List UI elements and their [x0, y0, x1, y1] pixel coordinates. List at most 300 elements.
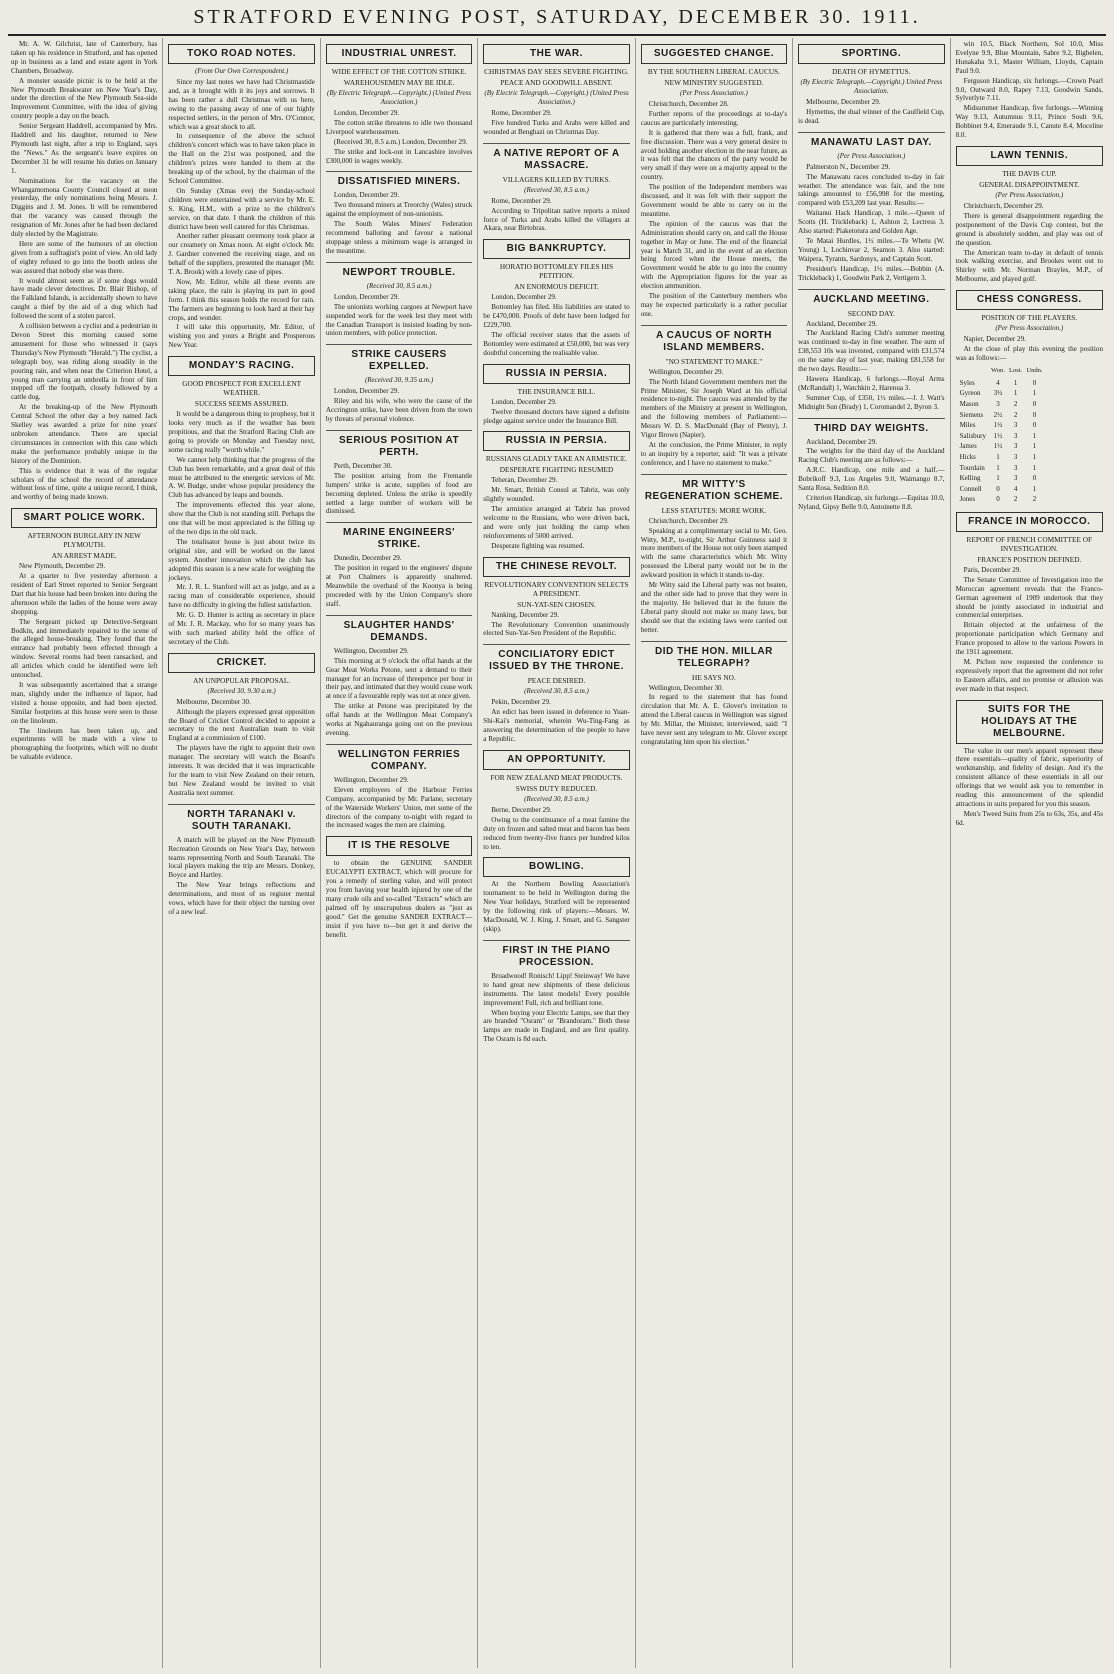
article-paragraph: (Received 30, 8.5 a.m.) London, December 29. — [333, 137, 468, 146]
table-header-cell — [958, 366, 988, 377]
table-cell: 1 — [996, 474, 1000, 483]
article-paragraph: A match will be played on the New Plymouth Recreation Grounds on New Year's Day, between teams representing North and South Taranaki. The local players making the trip are Messrs. Donkey, Boyce and Hartley. — [168, 835, 315, 880]
table-cell: 2 — [1032, 495, 1037, 504]
article-dateline: (Received 30, 9.30 a.m.) — [207, 686, 276, 695]
article — [956, 290, 1103, 506]
table-row — [958, 421, 1044, 430]
article-paragraph: Desperate fighting was resumed. — [491, 541, 585, 550]
article-paragraph: London, December 29. — [491, 397, 557, 406]
article-subheading: REVOLUTIONARY CONVENTION SELECTS A PRESIDENT. — [484, 579, 629, 598]
article-dateline: (Received 30, 9.35 a.m.) — [364, 376, 434, 385]
table-cell: 3 — [1013, 474, 1018, 483]
article — [326, 171, 472, 255]
table-cell: 0 — [1032, 399, 1037, 408]
article — [326, 44, 472, 165]
article-subheading: DEATH OF HYMETTUS. — [832, 67, 911, 76]
article-paragraph: The New Year brings reflections and determinations, and most of us register mental vows, which have for their object the turning over of a new leaf. — [168, 881, 315, 916]
table-row — [958, 464, 1044, 473]
article — [798, 44, 944, 126]
article-headline: AN OPPORTUNITY. — [483, 750, 629, 770]
article-subheading: WAREHOUSEMEN MAY BE IDLE. — [343, 78, 455, 87]
article-paragraph: Perth, December 30. — [333, 461, 393, 470]
table-cell: Gyreon — [959, 389, 981, 398]
table-header-cell: Won. — [991, 366, 1005, 374]
article-paragraph: A collision between a cyclist and a pedestrian in Devon Street this morning caused some amusement for those who witnessed it (says Thursday's New Plymouth "Herald.") The cyclist, a telegraph boy, was riding along steadily in the pouring rain, and when near the Criterion Hotel, a young man carrying an umbrella in front of him stepped off the footpath, closely followed by a cattle dog. — [11, 322, 158, 402]
article — [641, 641, 787, 747]
article — [483, 44, 629, 137]
table-row — [958, 485, 1044, 494]
article-paragraph: The American team to-day in default of tennis took walking exercise, and Brookes went out to Shirley with Mr. Norman Brayles, M.P., of Melbourne, and played golf. — [955, 248, 1103, 284]
article-headline: MONDAY'S RACING. — [168, 356, 314, 376]
article-headline: NEWPORT TROUBLE. — [326, 262, 472, 279]
article — [956, 512, 1103, 694]
article-paragraph: London, December 29. — [333, 292, 400, 301]
article-paragraph: Mr. A. W. Gilchrist, late of Canterbury, has taken up his residence in Stratford, and has opened up in business as a land and estate agent in York Chambers, Broadway. — [11, 40, 158, 75]
article-dateline: (Per Press Association.) — [995, 324, 1064, 333]
article-paragraph: There is general disappointment regarding the postponement of the Davis Cup contest, but the ground is absolutely sodden, and play was out of the question. — [955, 211, 1103, 247]
article-paragraph: to obtain the GENUINE SANDER EUCALYPTI EXTRACT, which will procure for you a remedy of sterling value, and will protect you from having your health injured by one of the many crude oils and so-called "Extracts" which are palmed off by unscrupulous dealers as "just as good." Get the genuine SANDER EXTRACT—insist if you have to—but get it and derive the benefit. — [325, 859, 473, 939]
article-subheading: AN ENORMOUS DEFICIT. — [514, 282, 599, 292]
article-paragraph: Melbourne, December 29. — [806, 98, 881, 106]
table-row — [958, 432, 1044, 441]
article-paragraph: At the close of play this evening the position was as follows:— — [955, 345, 1103, 362]
article — [326, 522, 472, 608]
table-cell: Syles — [959, 378, 975, 387]
table-row — [958, 442, 1044, 451]
table-cell: 3 — [996, 399, 1000, 408]
article — [326, 836, 472, 939]
article-paragraph: Here are some of the humours of an election given from a suffragist's point of view. An old lady of eighty refused to go into the booth unless she was assured that nobody else was there. — [11, 239, 158, 275]
article-paragraph: London, December 29. — [333, 109, 400, 117]
article-subheading: PEACE AND GOODWILL ABSENT. — [500, 78, 613, 87]
table-cell: Salisbury — [959, 431, 987, 440]
table-cell: 1½ — [993, 442, 1003, 451]
article-subheading: PEACE DESIRED. — [527, 676, 586, 686]
article-paragraph: Criterion Handicap, six furlongs.—Equitas 10.0, Nyland, Gipsy Belle 9.0, Antoinette 8.8. — [798, 494, 945, 511]
article-paragraph: Melbourne, December 30. — [176, 697, 251, 706]
article-headline: SERIOUS POSITION AT PERTH. — [326, 430, 472, 459]
table-cell: 3 — [1013, 442, 1018, 451]
article — [483, 940, 629, 1044]
article-paragraph: Bottomley has filed. His liabilities are stated to be £470,000. Proofs of debt have been lodged for £229,700. — [483, 303, 630, 330]
article-paragraph: Rome, December 29. — [491, 196, 552, 205]
article-headline: SMART POLICE WORK. — [11, 508, 157, 528]
table-cell: 0 — [996, 484, 1000, 493]
table-cell: Connell — [959, 484, 982, 493]
article — [326, 262, 472, 339]
article-paragraph: The position arising from the Fremantle lumpers' strike is acute, supplies of food are becoming depleted. Unless the strike is speedily settled a large number of workers will be dismissed. — [325, 471, 473, 516]
article-subheading: SUCCESS SEEMS ASSURED. — [194, 399, 289, 409]
article-paragraph: The South Wales Miners' Federation recommend balloting and favour a national stoppage unless a minimum wage is arranged in the meantime. — [325, 220, 473, 255]
article-paragraph: Mr. G. D. Hunter is acting as secretary in place of Mr. J. R. Mackay, who for so many years has with such marked ability held the office of secretary of the Club. — [168, 611, 315, 646]
article-paragraph: We cannot help thinking that the progress of the Club has been remarkable, and a great deal of this must be attributed to the energetic services of Mr. A. W. Budge, under whose popular presidency the Club has advanced by leaps and bounds. — [168, 455, 315, 500]
column-1 — [6, 38, 163, 1668]
article-paragraph: On Sunday (Xmas eve) the Sunday-school children were entertained with a service by Mr. E. S. King, H.M., with a prize to the children's service, on that date. I thank the children of this district have been well catered for this Christmas. — [168, 186, 315, 231]
table-cell: 1 — [1013, 378, 1018, 387]
article-paragraph: The opinion of the caucus was that the Administration should carry on, and call the House together in May or June. The end of the financial year is March 31, and in the event of an election being forced when the House meets, the Government would be able to go into the country with the Appropriation figures for the year as election ammunition. — [640, 219, 788, 291]
article — [956, 700, 1103, 828]
article-headline: SPORTING. — [798, 44, 944, 64]
article-paragraph: The value in our men's apparel represent these three essentials—quality of fabric, superiority of workmanship, and fidelity of design. And it's the consistent alliance of these essentials in all our offerings that we would ask you to remember in reading this announcement of the splendid attractions in suits prepared for you this season. — [955, 746, 1103, 808]
article-subheading: THE INSURANCE BILL. — [517, 386, 596, 396]
article-paragraph: The players have the right to appoint their own manager. The secretary will watch the Board's interests. It was decided that it was impracticable for the team to visit New Zealand on their return, but New Zealand would be invited to visit Australia next summer. — [168, 744, 315, 797]
table-cell: 2 — [1013, 399, 1018, 408]
article-headline: INDUSTRIAL UNREST. — [326, 44, 472, 64]
table-cell: 1½ — [993, 421, 1003, 430]
column-3 — [321, 38, 478, 1668]
article-paragraph: Owing to the continuance of a meat famine the duty on frozen and salted meat and bacon has been reduced from twenty-five francs per hundred kilos to ten. — [483, 815, 630, 851]
article-paragraph: Two thousand miners at Treorchy (Wales) struck against the employment of non-unionists. — [325, 201, 473, 219]
article-paragraph: It is gathered that there was a full, frank, and free discussion. There was a very general desire to avoid holding another election in the near future, as it was felt that the chances of the party would be very small if they were on a majority appeal to the country. — [640, 128, 788, 182]
article-subheading: "NO STATEMENT TO MAKE." — [665, 356, 763, 366]
article-paragraph: Hymettus, the dual winner of the Caulfield Cup, is dead. — [798, 107, 945, 125]
article — [168, 804, 314, 917]
article-paragraph: Another rather pleasant ceremony took place at our creamery on Xmas noon. At eight o'clock Mr. J. Gardner convened the receiving stage, and on behalf of the suppliers, presented the manager (Mr. T. A. Brook) with a lovely case of pipes. — [168, 232, 315, 277]
article-paragraph: This morning at 9 o'clock the offal hands at the Gear Meat Works Petone, sent a demand to their manager for an increase of threepence per hour in their pay, and intimated that they would cease work at once if a favourable reply was not at once given. — [325, 656, 473, 701]
article — [326, 430, 472, 516]
article-headline: MARINE ENGINEERS' STRIKE. — [326, 522, 472, 551]
article-dateline: (Per Press Association.) — [995, 190, 1064, 199]
article — [483, 857, 629, 933]
article-paragraph: win 10.5, Black Northern, Sol 10.0, Miss Evelyne 9.9, Blue Mountain, Sabre 9.2, Bigbelen, Hunakaha 9.1, Master William, Lloyds, Captain Paul 9.0. — [955, 40, 1103, 75]
table-cell: 4 — [1013, 484, 1018, 493]
article-headline: BIG BANKRUPTCY. — [483, 239, 629, 259]
article-paragraph: Napier, December 29. — [963, 335, 1026, 344]
article — [483, 143, 629, 234]
article-headline: WELLINGTON FERRIES COMPANY. — [326, 744, 472, 773]
article-paragraph: Te Matai Hurdles, 1½ miles.—Te Whetu (W. Young) 1, Lochinvar 2, Seamon 3. Also started: Waipera, Tyrants, Sardonyx, and Captain Scott. — [798, 236, 945, 263]
article-paragraph: Christchurch, December 29. — [963, 201, 1044, 210]
article-headline: THE CHINESE REVOLT. — [483, 557, 629, 577]
article — [641, 474, 787, 635]
article-paragraph: It was subsequently ascertained that a strange man, slightly under the influence of liquor, had visited a house opposite, and had been ejected. Similar footprints at this house were seen to those on the linoleum. — [11, 681, 158, 725]
article — [483, 644, 629, 744]
article-paragraph: At a quarter to five yesterday afternoon a resident of Earl Street reported to Senior Sergeant Dart that his house had been broken into during the afternoon while the ladies of the house were away shopping. — [11, 572, 158, 616]
article-subheading: CHRISTMAS DAY SEES SEVERE FIGHTING. — [484, 67, 629, 76]
article-paragraph: Speaking at a complimentary social to Mr. Geo. Witty, M.P., to-night, Sir Arthur Guinness said it more members of the House not only been stamped with the same characteristics which Mr. Witty possessed the Liberal party would not be in the awkward position in which it stands to-day. — [640, 526, 788, 580]
article-paragraph: A.R.C. Handicap, one mile and a half.—Bobrikoff 9.3, Los Angeles 9.0, Waimango 8.7, Santa Rosa, Sedition 8.0. — [798, 466, 945, 493]
article-dateline: (By Electric Telegraph.—Copyright.) (United Press Association.) — [326, 89, 472, 106]
article-paragraph: I will take this opportunity, Mr. Editor, of wishing you and yours a Bright and Prosperous New Year. — [168, 323, 315, 350]
article-paragraph: Broadwood! Ronisch! Lipp! Steinway! We have to hand great new shipments of these delicious instruments. The latest models! Every possible improvement! Full, rich and brilliant tone. — [483, 971, 630, 1007]
article-subheading: SWISS DUTY REDUCED. — [515, 783, 598, 793]
article-paragraph: The Sergeant picked up Detective-Sergeant Bodkin, and immediately repaired to the scene of the alleged house-breaking. They found that the entrance had probably been effected through a window. Several rooms had been ransacked, and all articles which could be identified were left untouched. — [11, 617, 158, 680]
table-cell: 1 — [996, 463, 1000, 472]
table-cell: James — [959, 442, 977, 451]
article-paragraph: The strike and lock-out in Lancashire involves £300,000 in wages weekly. — [325, 147, 473, 165]
table-cell: 3½ — [993, 389, 1003, 398]
article-paragraph: Christchurch, December 29. — [648, 516, 729, 525]
table-row — [958, 495, 1044, 504]
article — [641, 325, 787, 468]
article-headline: STRIKE CAUSERS EXPELLED. — [326, 344, 472, 373]
article-dateline: (Received 30, 8.5 a.m.) — [524, 794, 589, 803]
article — [956, 146, 1103, 284]
table-cell: 4 — [996, 378, 1000, 387]
table-row — [958, 379, 1044, 388]
table-cell: 1 — [996, 452, 1000, 461]
article-paragraph: Midsummer Handicap, five furlongs.—Winning Way 9.13, Autumnus 9.11, Prince Soult 9.6, Bobbinet 9.4, Emeraude 9.1, Canute 8.4, Moceline 8.0. — [955, 104, 1103, 140]
article — [326, 344, 472, 424]
article-headline: CONCILIATORY EDICT ISSUED BY THE THRONE. — [483, 644, 629, 673]
table-cell: Mason — [959, 399, 979, 408]
article-subheading: AN ARREST MADE. — [51, 551, 117, 561]
table-cell: 3 — [1013, 452, 1018, 461]
article — [168, 44, 314, 350]
article-paragraph: The Manawatu races concluded to-day in fair weather. The attendance was fair, and the tote takings amounted to £56,998 for the meeting, compared with £53,209 last year. Results:— — [798, 172, 945, 208]
article-paragraph: Nominations for the vacancy on the Whangamomona County Council closed at noon yesterday, the only nominations being Messrs. J. Diggins and J. M. Jones. It will be remembered that the vacancy was caused through the resignation of Mr. Jones after he had been declared duly elected by the Magistrate. — [11, 176, 158, 239]
article — [798, 132, 944, 283]
article-subheading: GOOD PROSPECT FOR EXCELLENT WEATHER. — [182, 379, 302, 398]
article-paragraph: This is evidence that it was of the regular scholars of the school the record of attendance without loss of time, quite a unique record, I think, and worthy of being made known. — [11, 466, 158, 502]
article-paragraph: Twelve thousand doctors have signed a definite pledge against service under the Insurance Bill. — [483, 407, 630, 425]
article-paragraph: Britain objected at the unfairness of the proportionate participation which Germany and France proposed to allow to the various Powers in the 1911 agreement. — [955, 621, 1103, 657]
article-headline: THE WAR. — [483, 44, 629, 64]
article-paragraph: At the conclusion, the Prime Minister, in reply to an inquiry by a reporter, said: "It was a private conference, and I have no statement to make." — [640, 441, 788, 467]
article-paragraph: Teheran, December 29. — [491, 476, 558, 485]
article-paragraph: Rome, December 29. — [491, 109, 552, 117]
article-paragraph: Five hundred Turks and Arabs were killed and wounded at Benghazi on Christmas Day. — [483, 118, 630, 136]
article-paragraph: The totalisator house is just about twice its original size, and will be worked on the latest system. Another innovation which the club has adopted this season is a new scale for weighing the jockeys. — [168, 537, 315, 582]
article-paragraph: At the Northern Bowling Association's tournament to be held in Wellington during the New Year holidays, Stratford will be represented by the following rink of players:—Messrs. W. MacDonald, W. J. King, J. Smart, and G. Sangster (skip). — [483, 880, 630, 933]
article-paragraph: Mr Witty said the Liberal party was not beaten, and the other side had to prove that they were in the majority. He believed that in the future the Liberal party should not make so many laws, but should see that the existing laws were carried out better. — [640, 581, 788, 634]
article-paragraph: When buying your Electric Lamps, see that they are branded "Osram" or "Brandoram." Both these lamps are made in England, and are first quality. The Osram is 8d each. — [483, 1008, 630, 1044]
table-cell: Hicks — [959, 452, 976, 461]
article-subheading: RUSSIANS GLADLY TAKE AN ARMISTICE. — [485, 454, 628, 464]
article-paragraph: Hawera Handicap, 6 furlongs.—Royal Arms (McRandall) 1, Watchkin 2, Harenua 3. — [798, 374, 945, 392]
article — [483, 431, 629, 550]
article-headline: IT IS THE RESOLVE — [326, 836, 472, 856]
article-paragraph: The position in regard to the engineers' dispute at Port Chalmers is apparently unaltered. Meanwhile the overhaul of the Koonya is being proceeded with by the Union Company's shore staff. — [325, 564, 473, 608]
table-cell: 0 — [1032, 474, 1037, 483]
article-paragraph: Palmerston N., December 29. — [806, 162, 891, 171]
article-paragraph: The North Island Government members met the Prime Minister, Sir Joseph Ward at his official residence to-night. The caucus was attended by the members of the Ministry at present in Wellington, and the following members of Parliament:—Messrs W. D. S. MacDonald (Bay of Plenty), J. Vigor Brown (Napier). — [640, 377, 788, 440]
article-paragraph: Berne, December 29. — [491, 805, 552, 814]
article-subheading: THE DAVIS CUP. — [1002, 168, 1057, 178]
article-paragraph: Pekin, December 29. — [491, 698, 551, 707]
article — [483, 239, 629, 357]
article-paragraph: London, December 29. — [333, 191, 400, 200]
article-dateline: (Per Press Association.) — [837, 151, 906, 160]
table-cell: 0 — [1032, 421, 1037, 430]
article-paragraph: The strike at Petone was precipitated by the offal hands at the Wellington Meat Company's works at Ngahauranga going out on the previous evening. — [325, 702, 473, 737]
column-7 — [951, 38, 1108, 1668]
article — [483, 750, 629, 852]
article-paragraph: Wellington, December 29. — [333, 775, 409, 784]
article-paragraph: Waitanui Hack Handicap, 1 mile.—Queen of Scotts (H. Trickleback) 1, Ashton 2, Lectress 3. Also started: Piaketotura and Golden Age. — [798, 209, 945, 236]
article-paragraph: Since my last notes we have had Christmastide and, as it brought with it its joys and sorrows. It has been rather a dull Christmas with us here, owing to the passing away of one of our highly respected settlers, in the person of Mrs. O'Connor, which was a great shock to all. — [168, 78, 315, 131]
article-dateline: (Received 30, 8.5 a.m.) — [524, 185, 589, 194]
article-headline: TOKO ROAD NOTES. — [168, 44, 314, 64]
table-row — [958, 411, 1044, 420]
table-cell: 2 — [1013, 410, 1018, 419]
article-subheading: AN UNPOPULAR PROPOSAL. — [193, 675, 291, 685]
article-paragraph: In consequence of the above the school children's concert which was to have taken place in the Hall on the 21st was postponed, and the children's prizes were handed to them at the breaking up of the school, by the chairman of the School Committee. — [168, 132, 315, 185]
article-paragraph: An edict has been issued in deference to Yuan-Shi-Kai's memorial, wherein Wu-Ting-Fang as answering the determination of the people to have a Republic. — [483, 708, 630, 743]
table-cell: 1 — [1013, 389, 1018, 398]
table-cell: 0 — [1032, 378, 1037, 387]
table-cell: 1 — [1032, 431, 1037, 440]
table-cell: 1½ — [993, 431, 1003, 440]
article-headline: MANAWATU LAST DAY. — [798, 132, 944, 149]
article-dateline: (Received 30, 8.5 a.m.) — [366, 281, 432, 290]
article-paragraph: Men's Tweed Suits from 25s to 63s, 35s, and 45s 6d. — [955, 809, 1103, 827]
table-row — [958, 474, 1044, 483]
article-paragraph: Wellington, December 29. — [333, 646, 409, 655]
article-paragraph: Wellington, December 29. — [648, 367, 724, 376]
article-paragraph: Although the players expressed great opposition the Board of Cricket Control decided to appoint a secretary to the next Australian team to visit England at a commission of £100. — [168, 707, 315, 743]
table-cell: Miles — [959, 421, 976, 430]
article-headline: BOWLING. — [483, 857, 629, 877]
table-cell: 1 — [1032, 389, 1037, 398]
article-paragraph: The weights for the third day of the Auckland Racing Club's meeting are as follows:— — [798, 447, 945, 465]
article — [483, 557, 629, 639]
article — [11, 40, 157, 502]
article-paragraph: Now, Mr. Editor, while all these events are taking place, the rain is playing its part in good form. I think this season holds the record for rain. The farmers are beginning to look hard at their hay crops, and wonder. — [168, 277, 315, 322]
article-paragraph: The cotton strike threatens to idle two thousand Liverpool warehousemen. — [325, 118, 473, 136]
table-cell: Kelling — [959, 474, 981, 483]
table-cell: 2 — [1013, 495, 1018, 504]
article-headline: MR WITTY'S REGENERATION SCHEME. — [641, 474, 787, 503]
article-paragraph: London, December 29. — [333, 387, 400, 396]
article-subheading: GENERAL DISAPPOINTMENT. — [979, 179, 1080, 189]
article-paragraph: Paris, December 29. — [963, 565, 1022, 574]
article-paragraph: Senior Sergeant Haddrell, accompanied by Mrs. Haddrell and his daughter, returned to New Plymouth last night, after a trip to England, says the "News." As the sergeant's leave expires on December 31 he will resume his duties on January 1. — [11, 122, 158, 175]
table-cell: 1 — [1032, 484, 1037, 493]
table-header-cell: Undn. — [1026, 366, 1043, 374]
article-paragraph: The Auckland Racing Club's summer meeting was continued to-day in fine weather. The sum of £38,553 10s was invested, compared with £31,574 on the same day of last year, making £81,558 for the two days. Results:— — [798, 329, 945, 374]
article-paragraph: New Plymouth, December 29. — [19, 562, 106, 571]
article-subheading: LESS STATUTES: MORE WORK. — [661, 505, 767, 515]
article-subheading: HE SAYS NO. — [692, 672, 736, 682]
article-paragraph: The position of the Independent members was discussed, and it was felt with their support the Government would be able to carry on in the meantime. — [640, 183, 788, 218]
article-headline: FIRST IN THE PIANO PROCESSION. — [483, 940, 629, 969]
article-dateline: (Received 30, 8.5 a.m.) — [524, 687, 589, 696]
article-subheading: VILLAGERS KILLED BY TURKS. — [502, 174, 611, 184]
article-paragraph: Dunedin, December 29. — [333, 554, 402, 563]
table-row — [958, 400, 1044, 409]
article — [956, 40, 1103, 140]
article-subheading: FRANCE'S POSITION DEFINED. — [977, 554, 1082, 564]
article-headline: AUCKLAND MEETING. — [798, 289, 944, 306]
article-paragraph: The Revolutionary Convention unanimously elected Sun-Yat-Sen President of the Republic. — [483, 620, 630, 638]
article — [641, 44, 787, 319]
article-subheading: BY THE SOUTHERN LIBERAL CAUCUS. — [647, 67, 780, 76]
table-row — [958, 389, 1044, 398]
article — [168, 356, 314, 647]
table-cell: 1 — [1032, 442, 1037, 451]
table-cell: Jones — [959, 495, 976, 504]
article-paragraph: Wellington, December 30. — [648, 683, 724, 692]
article-headline: FRANCE IN MOROCCO. — [956, 512, 1103, 532]
table-cell: 0 — [996, 495, 1000, 504]
article-subheading: SECOND DAY. — [847, 308, 895, 318]
article-paragraph: Further reports of the proceedings at to-day's caucus are particularly interesting. — [640, 109, 788, 127]
article-dateline: (From Our Own Correspondent.) — [195, 67, 289, 75]
article-subheading: WIDE EFFECT OF THE COTTON STRIKE. — [331, 67, 467, 76]
article — [798, 289, 944, 412]
article-paragraph: Christchurch, December 28. — [648, 100, 729, 108]
table-cell: 3 — [1013, 463, 1018, 472]
article-paragraph: It would almost seem as if some dogs would have made clever detectives. Dr. Blair Bishop, of the Falkland Islands, is accidentally shown to have caught a thief by the aid of a dog which had followed the scent of a stolen parcel. — [11, 276, 158, 321]
article-subheading: REPORT OF FRENCH COMMITTEE OF INVESTIGATION. — [966, 534, 1093, 553]
article-paragraph: Auckland, December 29. — [806, 319, 878, 328]
article-subheading: DESPERATE FIGHTING RESUMED — [499, 465, 614, 475]
column-4 — [478, 38, 635, 1668]
article-paragraph: Ferguson Handicap, six furlongs.—Crown Pearl 9.0, Outward 8.0, Rapey 7.13, Goodwin Sands, Sylverlyte 7.11. — [955, 76, 1103, 103]
article-headline: CRICKET. — [168, 653, 314, 673]
article-paragraph: Mr. J. R. L. Stanford will act as judge, and as a racing man of considerable experience, should have no difficulty in giving the fullest satisfaction. — [168, 583, 315, 610]
article-paragraph: It would be a dangerous thing to prophesy, but it looks very much as if the weather has been propitious, and that the Stratford Racing Club are going to provide on Monday and Tuesday next, some racing really "worth while." — [168, 410, 315, 454]
table-cell: 2½ — [993, 410, 1003, 419]
article-paragraph: Eleven employees of the Harbour Ferries Company, accompanied by Mr. Parlane, secretary of the Waterside Workers' Union, met some of the directors of the company to-night with regard to the increased wages the men are claiming. — [325, 785, 473, 830]
table-header-cell: Lost. — [1008, 366, 1023, 374]
article-headline: DID THE HON. MILLAR TELEGRAPH? — [641, 641, 787, 670]
article-paragraph: The linoleum has been taken up, and experiments will be made with a view to photographing the footprints, which will no doubt be valuable evidence. — [11, 726, 158, 762]
article-paragraph: The official receiver states that the assets of Bottomley were estimated at £50,000, but was very doubtful concerning the realisable value. — [483, 330, 630, 357]
table-cell: 1 — [1032, 452, 1037, 461]
article-paragraph: At the breaking-up of the New Plymouth Central School the other day a boy named Jack Skelley was awarded a prize for nine years' unbroken attendance. There are special circumstances in connection with this case which make the performance probably unique in the history of the Dominion. — [11, 403, 158, 465]
article-paragraph: London, December 29. — [491, 293, 557, 302]
chess-standings-table — [956, 364, 1046, 506]
article-paragraph: President's Handicap, 1½ miles.—Bobbin (A. Trickleback) 1, Goodwin Park 2, Vertigern 3. — [798, 264, 945, 282]
article-headline: DISSATISFIED MINERS. — [326, 171, 472, 188]
article-subheading: POSITION OF THE PLAYERS. — [981, 313, 1078, 323]
article-paragraph: Riley and his wife, who were the cause of the Accrington strike, have been driven from the town by threats of personal violence. — [325, 397, 473, 424]
column-2 — [163, 38, 320, 1668]
article-headline: RUSSIA IN PERSIA. — [483, 431, 629, 451]
article-paragraph: The armistice arranged at Tabriz has proved welcome to the Russians, who were driven back, and were only just holding the camp when reinforcements of 5000 arrived. — [483, 505, 630, 540]
article-headline: A CAUCUS OF NORTH ISLAND MEMBERS. — [641, 325, 787, 354]
table-cell: 3 — [1013, 431, 1018, 440]
article-paragraph: In regard to the statement that has found circulation that Mr. A. E. Glover's invitation to attend the Liberal caucus in Wellington was signed by Mr. Millar, the Minister, interviewed, said: "I have never sent any telegram to Mr. Glover except congratulating him upon his election." — [640, 693, 788, 746]
table-cell: 0 — [1032, 410, 1037, 419]
article-paragraph: Summer Cup, of £350, 1½ miles.—J. J. Watt's Midnight Sun (Brady) 1, Coromandel 2, Byron 3. — [798, 393, 945, 411]
article-paragraph: A monster seaside picnic is to be held at the New Plymouth Breakwater on New Year's Day, under the direction of the New Plymouth Sea-side Improvement Committee, with the idea of giving country people a day on the beach. — [11, 76, 158, 121]
article-headline: NORTH TARANAKI v. SOUTH TARANAKI. — [168, 804, 314, 833]
article-headline: CHESS CONGRESS. — [956, 290, 1103, 310]
article-paragraph: The Senate Committee of Investigation into the Moroccan agreement reveals that the Franco-German agreement of 1909 undertook that they should be jointly associated in industrial and commercial enterprises. — [955, 575, 1103, 620]
table-cell: 3 — [1013, 421, 1018, 430]
article-paragraph: According to Tripolitan native reports a mixed force of Turks and Arabs killed the villagers at Akara, near Birtobras. — [483, 206, 630, 233]
table-header-row — [958, 366, 1044, 377]
table-cell: 1 — [1032, 463, 1037, 472]
table-cell: Tourdain — [959, 463, 985, 472]
article-paragraph: Auckland, December 29. — [806, 437, 878, 446]
article — [11, 508, 157, 762]
article-paragraph: Nanking, December 29. — [491, 610, 560, 619]
article-subheading: HORATIO BOTTOMLEY FILES HIS PETITION. — [499, 262, 614, 281]
article-subheading: FOR NEW ZEALAND MEAT PRODUCTS. — [490, 772, 623, 782]
article-dateline: (By Electric Telegraph.—Copyright.) (United Press Association.) — [484, 89, 629, 106]
article-paragraph: M. Pichon now requested the conference to expressively report that the agreement did not refer to Eastern affairs, and no promise or allusion was ever made in that respect. — [955, 657, 1103, 693]
column-6 — [793, 38, 950, 1668]
masthead: STRATFORD EVENING POST, SATURDAY, DECEMBER 30. 1911. — [8, 0, 1106, 36]
article-paragraph: The position of the Canterbury members who may be expected particularly is a rather peculiar one. — [640, 292, 788, 318]
article-paragraph: The improvements effected this year alone, show that the Club is not standing still. Perhaps the one that will be most appreciated is the filling up of the two dips in the old track. — [168, 501, 315, 536]
article-subheading: SUN-YAT-SEN CHOSEN. — [517, 599, 596, 609]
article — [483, 364, 629, 426]
article-headline: A NATIVE REPORT OF A MASSACRE. — [483, 143, 629, 172]
table-row — [958, 453, 1044, 462]
article-headline: RUSSIA IN PERSIA. — [483, 364, 629, 384]
article-headline: LAWN TENNIS. — [956, 146, 1103, 166]
table-cell: Siemens — [959, 410, 984, 419]
article-subheading: NEW MINISTRY SUGGESTED. — [664, 78, 764, 87]
article — [798, 418, 944, 512]
article-dateline: (By Electric Telegraph.—Copyright.) United Press Association. — [800, 78, 943, 95]
article-dateline: (Per Press Association.) — [679, 89, 748, 97]
